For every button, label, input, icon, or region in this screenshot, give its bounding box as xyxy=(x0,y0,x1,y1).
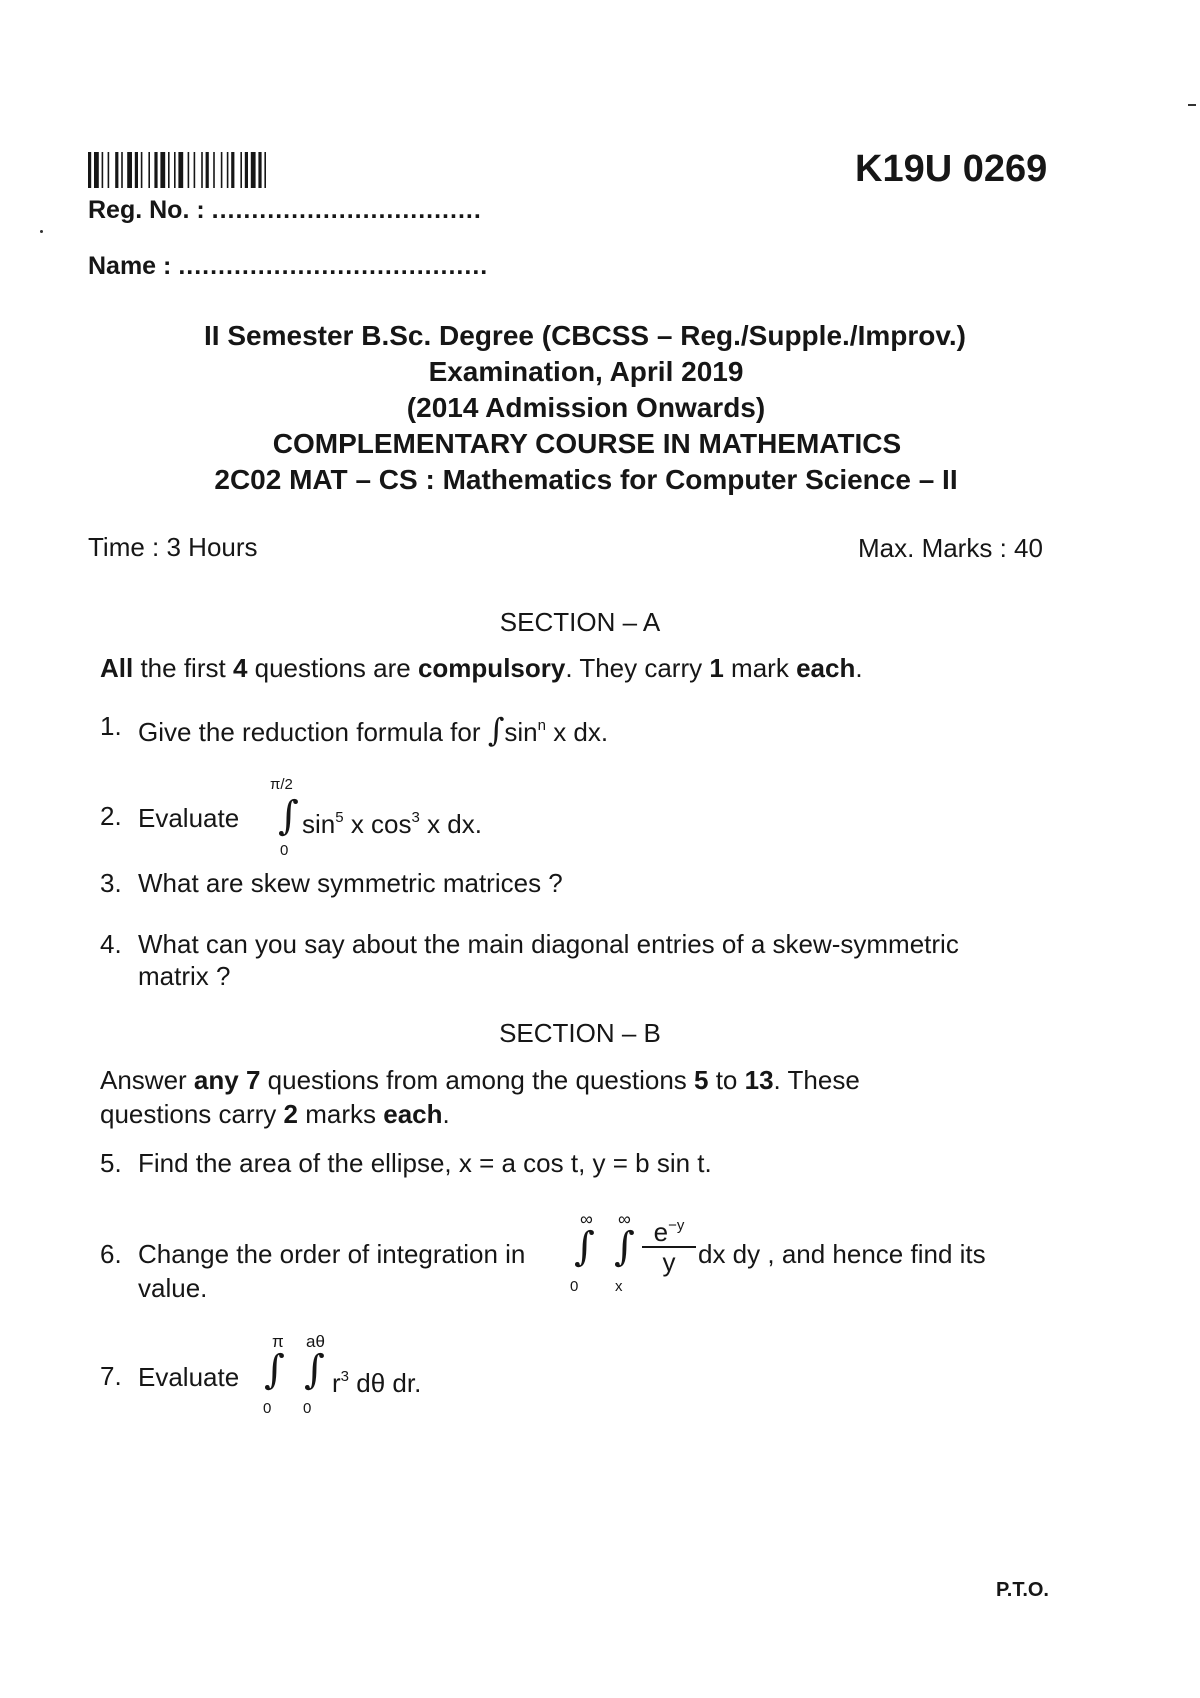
barcode-bar xyxy=(213,152,215,188)
barcode-bar xyxy=(178,152,183,188)
name-dots: ....................................... xyxy=(178,252,489,280)
question-text-label: Evaluate xyxy=(138,803,240,833)
upper-limit-1: π xyxy=(272,1332,284,1351)
question-number: 2. xyxy=(100,801,122,831)
title-line-2: Examination, April 2019 xyxy=(428,356,744,387)
lower-limit: 0 xyxy=(280,842,289,859)
instr-a-part: compulsory xyxy=(417,653,566,683)
barcode-bar xyxy=(168,152,170,188)
instr-b-part: marks xyxy=(298,1099,384,1129)
numerator xyxy=(642,1212,696,1248)
question-text: Find the area of the ellipse, x = a cos t, y = b sin t. xyxy=(138,1148,712,1178)
instr-b-part: . xyxy=(442,1099,450,1129)
q1-text-before: Give the reduction formula for xyxy=(138,717,488,747)
scan-speck xyxy=(1188,104,1196,106)
title-line-4: COMPLEMENTARY COURSE IN MATHEMATICS xyxy=(272,428,902,459)
barcode-bar xyxy=(94,152,99,188)
question-number: 3. xyxy=(100,868,122,898)
lower-limit-2: 0 xyxy=(303,1400,312,1417)
question-number: 7. xyxy=(100,1361,122,1391)
q7-power: 3 xyxy=(340,1368,350,1385)
upper-limit-2: ∞ xyxy=(618,1209,631,1229)
lower-limit-1: 0 xyxy=(570,1278,579,1295)
numerator-power: −y xyxy=(668,1217,685,1234)
question-text-after: dx dy , and hence find its xyxy=(698,1239,986,1269)
q2-p2: 3 xyxy=(411,809,420,826)
q1-power: n xyxy=(537,717,546,734)
integral-sign: ∫ xyxy=(487,711,505,749)
barcode-bar xyxy=(251,152,256,188)
instr-a-part: . xyxy=(855,653,863,683)
q2-text-after: x dx. xyxy=(419,809,482,839)
reg-no-field xyxy=(88,196,482,225)
barcode-bar xyxy=(264,152,266,188)
instr-b-part: to xyxy=(708,1065,745,1095)
barcode-bar xyxy=(258,152,261,188)
integral-sign: ∫ xyxy=(278,793,299,839)
question-text: What are skew symmetric matrices ? xyxy=(138,868,563,898)
question-text xyxy=(138,709,608,749)
barcode-bar xyxy=(148,152,150,188)
lower-limit-2: x xyxy=(615,1278,623,1295)
instr-a-part: mark xyxy=(723,653,797,683)
q2-p1: 5 xyxy=(335,809,344,826)
instr-b-part: . These xyxy=(773,1065,860,1095)
barcode-bar xyxy=(121,152,123,188)
barcode-bar xyxy=(154,152,157,188)
question-text-line-2: matrix ? xyxy=(138,961,231,991)
barcode-bar xyxy=(231,152,234,188)
reg-no-label: Reg. No. : xyxy=(88,196,205,224)
instr-b-seg xyxy=(100,1063,860,1097)
barcode-bar xyxy=(206,152,209,188)
section-b-title: SECTION – B xyxy=(499,1018,661,1048)
question-text xyxy=(302,801,482,841)
barcode-bar xyxy=(160,152,165,188)
reg-no-dots: .................................. xyxy=(211,196,482,224)
name-label: Name : xyxy=(88,252,172,280)
scan-speck xyxy=(40,230,43,233)
instr-b-part: 2 xyxy=(283,1099,298,1129)
question-number: 5. xyxy=(100,1148,122,1178)
upper-limit: π/2 xyxy=(270,776,293,793)
question-text-before: Change the order of integration in xyxy=(138,1239,526,1269)
instr-a-part: . They carry xyxy=(565,653,710,683)
instr-a-part: All xyxy=(100,653,134,683)
barcode-bar xyxy=(194,152,196,188)
lower-limit-1: 0 xyxy=(263,1400,272,1417)
instr-b-part: any 7 xyxy=(193,1065,261,1095)
name-field xyxy=(88,252,488,281)
title-line-5: 2C02 MAT – CS : Mathematics for Computer Science – II xyxy=(214,464,958,495)
paper-code: K19U 0269 xyxy=(855,148,1048,190)
instr-b-part: each xyxy=(383,1099,443,1129)
barcode-bar xyxy=(201,152,203,188)
instr-b-line-2 xyxy=(100,1097,1050,1131)
question-text-line-2: value. xyxy=(138,1273,208,1303)
upper-limit-2: aθ xyxy=(306,1332,325,1351)
question-text xyxy=(332,1360,421,1400)
barcode-bar xyxy=(240,152,242,188)
barcode-bar xyxy=(135,152,138,188)
instr-b-part: questions from among the questions xyxy=(260,1065,695,1095)
question-text-label: Evaluate xyxy=(138,1362,240,1392)
barcode-bar xyxy=(102,152,104,188)
numerator-base: e xyxy=(653,1217,669,1247)
section-a-title: SECTION – A xyxy=(499,607,661,637)
barcode xyxy=(88,152,336,188)
instr-a-part: the first xyxy=(133,653,233,683)
instr-a-part: questions are xyxy=(247,653,418,683)
barcode-bar xyxy=(127,152,132,188)
barcode-bar xyxy=(227,152,229,188)
instr-b-line-1 xyxy=(100,1063,1040,1097)
question-number: 4. xyxy=(100,929,122,959)
barcode-bar xyxy=(115,152,118,188)
integral-sign-1: ∫ xyxy=(574,1224,595,1270)
barcode-bar xyxy=(245,152,248,188)
question-text-line-1: What can you say about the main diagonal entries of a skew-symmetric xyxy=(138,929,959,959)
instr-b-part: 13 xyxy=(744,1065,774,1095)
barcode-bar xyxy=(188,152,190,188)
question-number: 1. xyxy=(100,711,122,741)
question-number: 6. xyxy=(100,1239,122,1269)
denominator: y xyxy=(662,1247,676,1277)
integral-sign-2: ∫ xyxy=(614,1224,635,1270)
q7-f: r xyxy=(332,1368,341,1398)
upper-limit-1: ∞ xyxy=(580,1209,593,1229)
title-line-1: II Semester B.Sc. Degree (CBCSS – Reg./Supple./Improv.) xyxy=(204,320,966,351)
section-a-instruction xyxy=(100,651,1050,685)
instr-a-part: each xyxy=(796,653,856,683)
q2-f1: sin xyxy=(302,809,336,839)
integral-sign-1: ∫ xyxy=(264,1347,285,1393)
q7-text-after: dθ dr. xyxy=(349,1368,422,1398)
pto-marker: P.T.O. xyxy=(996,1579,1049,1601)
integral-sign-2: ∫ xyxy=(304,1347,325,1393)
section-b-instruction xyxy=(100,1063,1050,1131)
barcode-bar xyxy=(174,152,176,188)
instr-a-part: 1 xyxy=(709,653,724,683)
barcode-bar xyxy=(88,152,91,188)
q1-text-after: x dx. xyxy=(545,717,609,747)
fraction xyxy=(642,1212,696,1276)
barcode-bar xyxy=(221,152,223,188)
instr-a-part: 4 xyxy=(232,653,248,683)
max-marks: Max. Marks : 40 xyxy=(858,533,1043,563)
time-allowed: Time : 3 Hours xyxy=(88,532,258,562)
q2-f2: x cos xyxy=(343,809,412,839)
instr-b-part: 5 xyxy=(694,1065,709,1095)
barcode-bar xyxy=(108,152,110,188)
instr-b-part: Answer xyxy=(100,1065,194,1095)
barcode-bar xyxy=(141,152,143,188)
title-line-3: (2014 Admission Onwards) xyxy=(406,392,766,423)
instr-b-part: questions carry xyxy=(100,1099,284,1129)
q1-fn: sin xyxy=(504,717,538,747)
